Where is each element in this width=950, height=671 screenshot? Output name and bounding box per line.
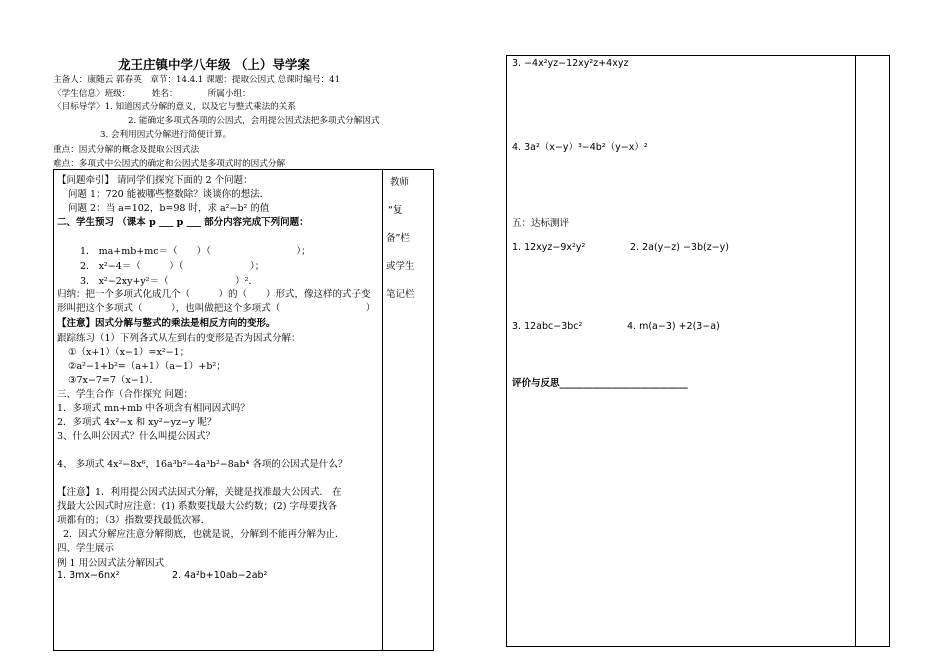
preview-1: 1． ma+mb+mc＝（ ）（ ）； xyxy=(80,246,311,257)
test-3: 3. 12abc−3bc² xyxy=(512,321,583,332)
note-2-line-1: 【注意】1．利用提公因式法因式分解，关键是找准最大公因式． 在 xyxy=(57,487,342,498)
sidebar-line-5: 笔记栏 xyxy=(386,289,415,300)
coop-4: 4、 多项式 4x²−8x⁶，16a³b²−4a³b²−8ab⁴ 各项的公因式是什么？ xyxy=(57,459,348,470)
section-show: 四、学生展示 xyxy=(57,543,115,554)
goal-2: 2. 能确定多项式各项的公因式，会用提公因式法把多项式分解因式 xyxy=(128,116,380,126)
sidebar-line-3: 备”栏 xyxy=(386,233,410,244)
coop-1: 1．多项式 mn+mb 中各项含有相同因式吗？ xyxy=(57,403,250,414)
test-2: 2. 2a(y−z) −3b(z−y) xyxy=(630,242,729,253)
key-point: 重点：因式分解的概念及提取公因式法 xyxy=(53,145,200,155)
student-info: 〈学生信息〉班级： 姓名： 所属小组： xyxy=(53,89,251,99)
problem-2: 问题 2：当 a=102，b=98 时，求 a²−b² 的值 xyxy=(68,203,270,214)
problem-1: 问题 1：720 能被哪些整数除？谈谈你的想法． xyxy=(68,189,270,200)
section-preview: 二、学生预习 （课本 p ___ p ___ 部分内容完成下列问题： xyxy=(57,217,309,228)
section-cooperate: 三、学生合作（合作探究 问题： xyxy=(57,389,194,400)
goal-1: 〈目标导学〉1. 知道因式分解的意义，以及它与整式乘法的关系 xyxy=(53,102,296,112)
right-divider xyxy=(855,55,856,647)
preview-2: 2． x²−4＝（ ）（ ）； xyxy=(80,261,265,272)
reflection: 评价与反思___________________________ xyxy=(512,378,688,389)
page-title: 龙王庄镇中学八年级 （上）导学案 xyxy=(118,57,310,72)
note-2-line-2: 找最大公因式时应注意：(1) 系数要找最大公约数；(2) 字母要找各 xyxy=(57,501,337,512)
practice-1: ①（x+1）（x−1）=x²−1； xyxy=(68,347,190,358)
note-1: 【注意】因式分解与整式的乘法是相反方向的变形。 xyxy=(57,318,276,329)
preview-3: 3． x²−2xy+y²＝（ ）²． xyxy=(80,276,258,287)
practice-2: ②a²−1+b²=（a+1）（a−1）+b²； xyxy=(68,361,226,372)
summary-2: 形叫把这个多项式（ ），也叫做把这个多项式（ ） xyxy=(57,303,376,314)
note-2-line-3: 项都有的；（3）指数要找最低次幂． xyxy=(57,515,211,526)
example-1: 1. 3mx−6nx² xyxy=(57,570,120,581)
coop-3: 3、什么叫公因式？什么叫提公因式？ xyxy=(57,431,216,442)
summary-1: 归纳：把一个多项式化成几个（ ）的（ ）形式，像这样的式子变 xyxy=(57,289,371,300)
exercise-3: 3. −4x²yz−12xy²z+4xyz xyxy=(512,58,629,69)
practice-3: ③7x−7=7（x−1）． xyxy=(68,375,160,386)
sidebar-line-4: 或学生 xyxy=(386,261,415,272)
coop-2: 2．多项式 4x²−x 和 xy²−yz−y 呢？ xyxy=(57,417,217,428)
example-2: 2. 4a²b+10ab−2ab² xyxy=(172,570,268,581)
difficulty: 难点：多项式中公因式的确定和公因式是多项式时的因式分解 xyxy=(53,159,286,169)
test-1: 1. 12xyz−9x²y² xyxy=(512,242,586,253)
sidebar-line-1: 教师 xyxy=(390,177,410,188)
section-test: 五：达标测评 xyxy=(512,218,570,229)
goal-3: 3. 会利用因式分解进行简便计算。 xyxy=(100,130,232,140)
problem-lead: 【问题牵引】 请同学们探究下面的 2 个问题： xyxy=(57,175,253,186)
sidebar-divider xyxy=(382,169,383,651)
sidebar-line-2: “复 xyxy=(388,205,403,216)
test-4: 4. m(a−3) +2(3−a) xyxy=(627,321,720,332)
exercise-4: 4. 3a²（x−y）³−4b²（y−x）² xyxy=(512,142,648,153)
example-title: 例 1 用公因式法分解因式 xyxy=(57,558,165,569)
note-2-line-4: 2．因式分解应注意分解彻底，也就是说，分解到不能再分解为止． xyxy=(63,529,345,540)
meta-line: 主备人：康随云 郭春英 章节：14.4.1 课题：提取公因式 总课时编号：41 xyxy=(53,75,341,85)
practice-title: 跟踪练习（1）下列各式从左到右的变形是否为因式分解： xyxy=(57,333,301,344)
